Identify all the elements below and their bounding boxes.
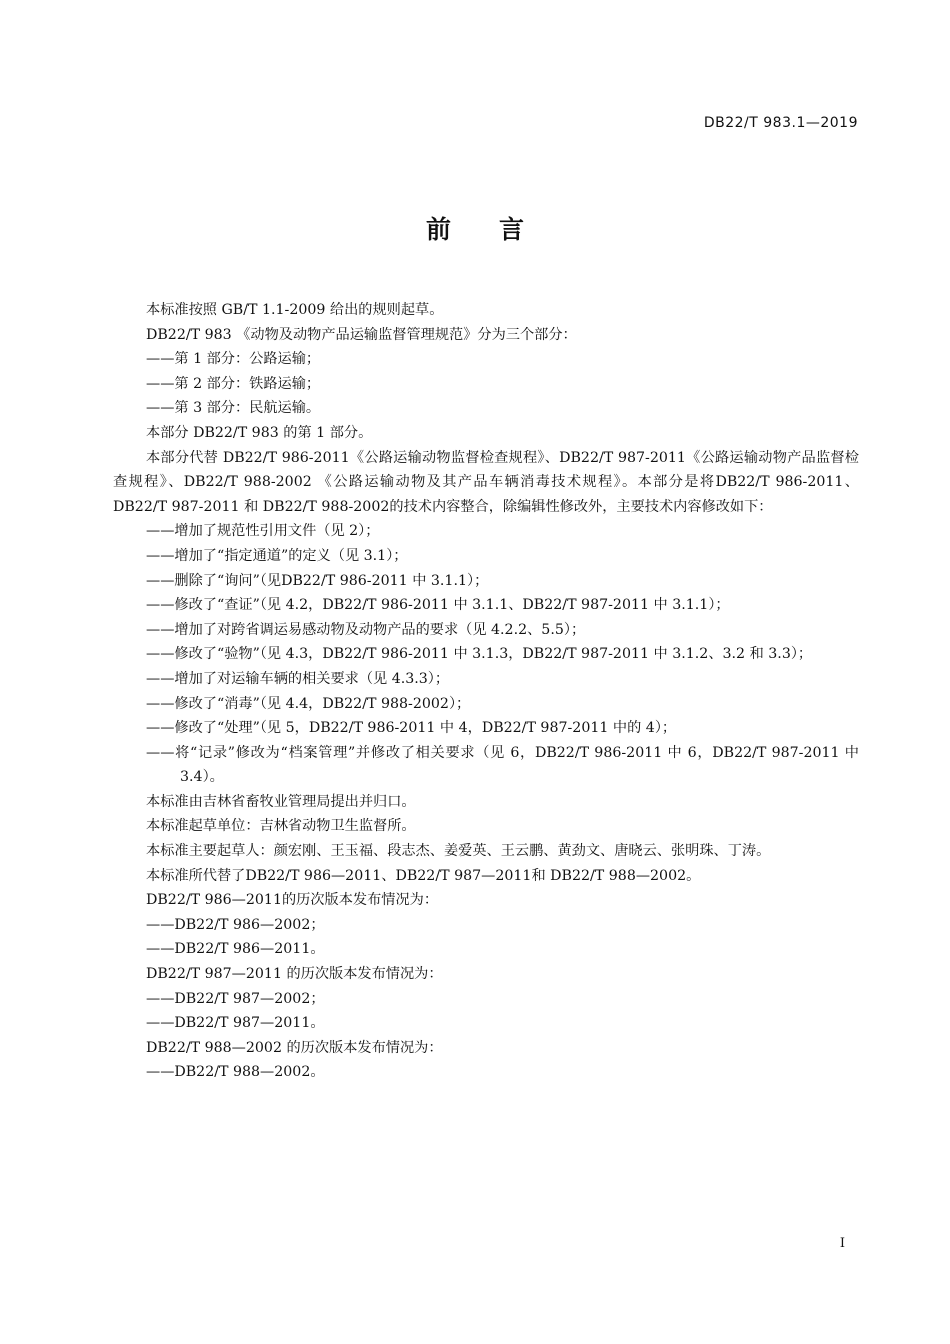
history-item: ——DB22/T 986—2002； <box>146 916 325 933</box>
paragraph-drafting-unit: 本标准起草单位：吉林省动物卫生监督所。 <box>146 818 416 835</box>
paragraph-history-987: DB22/T 987—2011 的历次版本发布情况为： <box>146 966 443 983</box>
paragraph-history-988: DB22/T 988—2002 的历次版本发布情况为： <box>146 1039 443 1056</box>
change-item: ——增加了对运输车辆的相关要求（见 4.3.3）； <box>146 670 450 687</box>
change-item: ——将“记录”修改为“档案管理”并修改了相关要求（见 6，DB22/T 986-2011 中 6，DB22/T 987-2011 中 3.4）。 <box>146 744 859 786</box>
change-item: ——修改了“验物”（见 4.3，DB22/T 986-2011 中 3.1.3，DB22/T 987-2011 中 3.1.2、3.2 和 3.3）； <box>146 646 813 663</box>
paragraph-parts-intro: DB22/T 983 《动物及动物产品运输监督管理规范》分为三个部分： <box>146 326 577 343</box>
document-code: DB22/T 983.1—2019 <box>703 115 858 131</box>
change-item: ——增加了“指定通道”的定义（见 3.1）； <box>146 547 408 564</box>
page-number: I <box>839 1236 845 1251</box>
paragraph-superseded: 本标准所代替了DB22/T 986—2011、DB22/T 987—2011和 DB22/T 988—2002。 <box>146 867 701 884</box>
paragraph-this-part: 本部分 DB22/T 983 的第 1 部分。 <box>146 424 373 441</box>
list-item-part-2: ——第 2 部分：铁路运输； <box>146 375 321 392</box>
history-item: ——DB22/T 987—2011。 <box>146 1015 325 1032</box>
paragraph-drafting-rules: 本标准按照 GB/T 1.1-2009 给出的规则起草。 <box>146 302 444 318</box>
change-item: ——增加了规范性引用文件（见 2）； <box>146 523 380 540</box>
paragraph-replaces: 本部分代替 DB22/T 986-2011《公路运输动物监督检查规程》、DB22/T 987-2011《公路运输动物产品监督检查规程》、DB22/T 988-2002 《公路运输动物及其产品车辆消毒技术规程》。本部分是将DB22/T 986-2011、DB22/T 987-2011 和 DB22/T 988-2002的技术内容整合，除编辑性修改外，主要技术内容修改如下： <box>113 449 859 515</box>
change-item: ——修改了“消毒”（见 4.4，DB22/T 988-2002）； <box>146 695 471 712</box>
history-item: ——DB22/T 987—2002； <box>146 990 325 1007</box>
paragraph-proposer: 本标准由吉林省畜牧业管理局提出并归口。 <box>146 793 416 810</box>
change-item: ——修改了“查证”（见 4.2，DB22/T 986-2011 中 3.1.1、DB22/T 987-2011 中 3.1.1）； <box>146 597 730 614</box>
list-item-part-1: ——第 1 部分：公路运输； <box>146 351 321 368</box>
change-item: ——增加了对跨省调运易感动物及动物产品的要求（见 4.2.2、5.5）； <box>146 621 586 638</box>
paragraph-history-986: DB22/T 986—2011的历次版本发布情况为： <box>146 892 439 909</box>
paragraph-drafters: 本标准主要起草人：颜宏刚、王玉福、段志杰、姜爱英、王云鹏、黄劲文、唐晓云、张明珠、丁涛。 <box>146 843 771 860</box>
list-item-part-3: ——第 3 部分：民航运输。 <box>146 400 321 417</box>
history-item: ——DB22/T 986—2011。 <box>146 941 325 958</box>
change-item: ——修改了“处理”（见 5，DB22/T 986-2011 中 4，DB22/T 987-2011 中的 4）； <box>146 720 677 737</box>
history-item: ——DB22/T 988—2002。 <box>146 1064 325 1081</box>
foreword-body <box>113 298 859 1085</box>
change-item: ——删除了“询问”（见DB22/T 986-2011 中 3.1.1）； <box>146 572 489 589</box>
page-title: 前言 <box>425 215 572 244</box>
